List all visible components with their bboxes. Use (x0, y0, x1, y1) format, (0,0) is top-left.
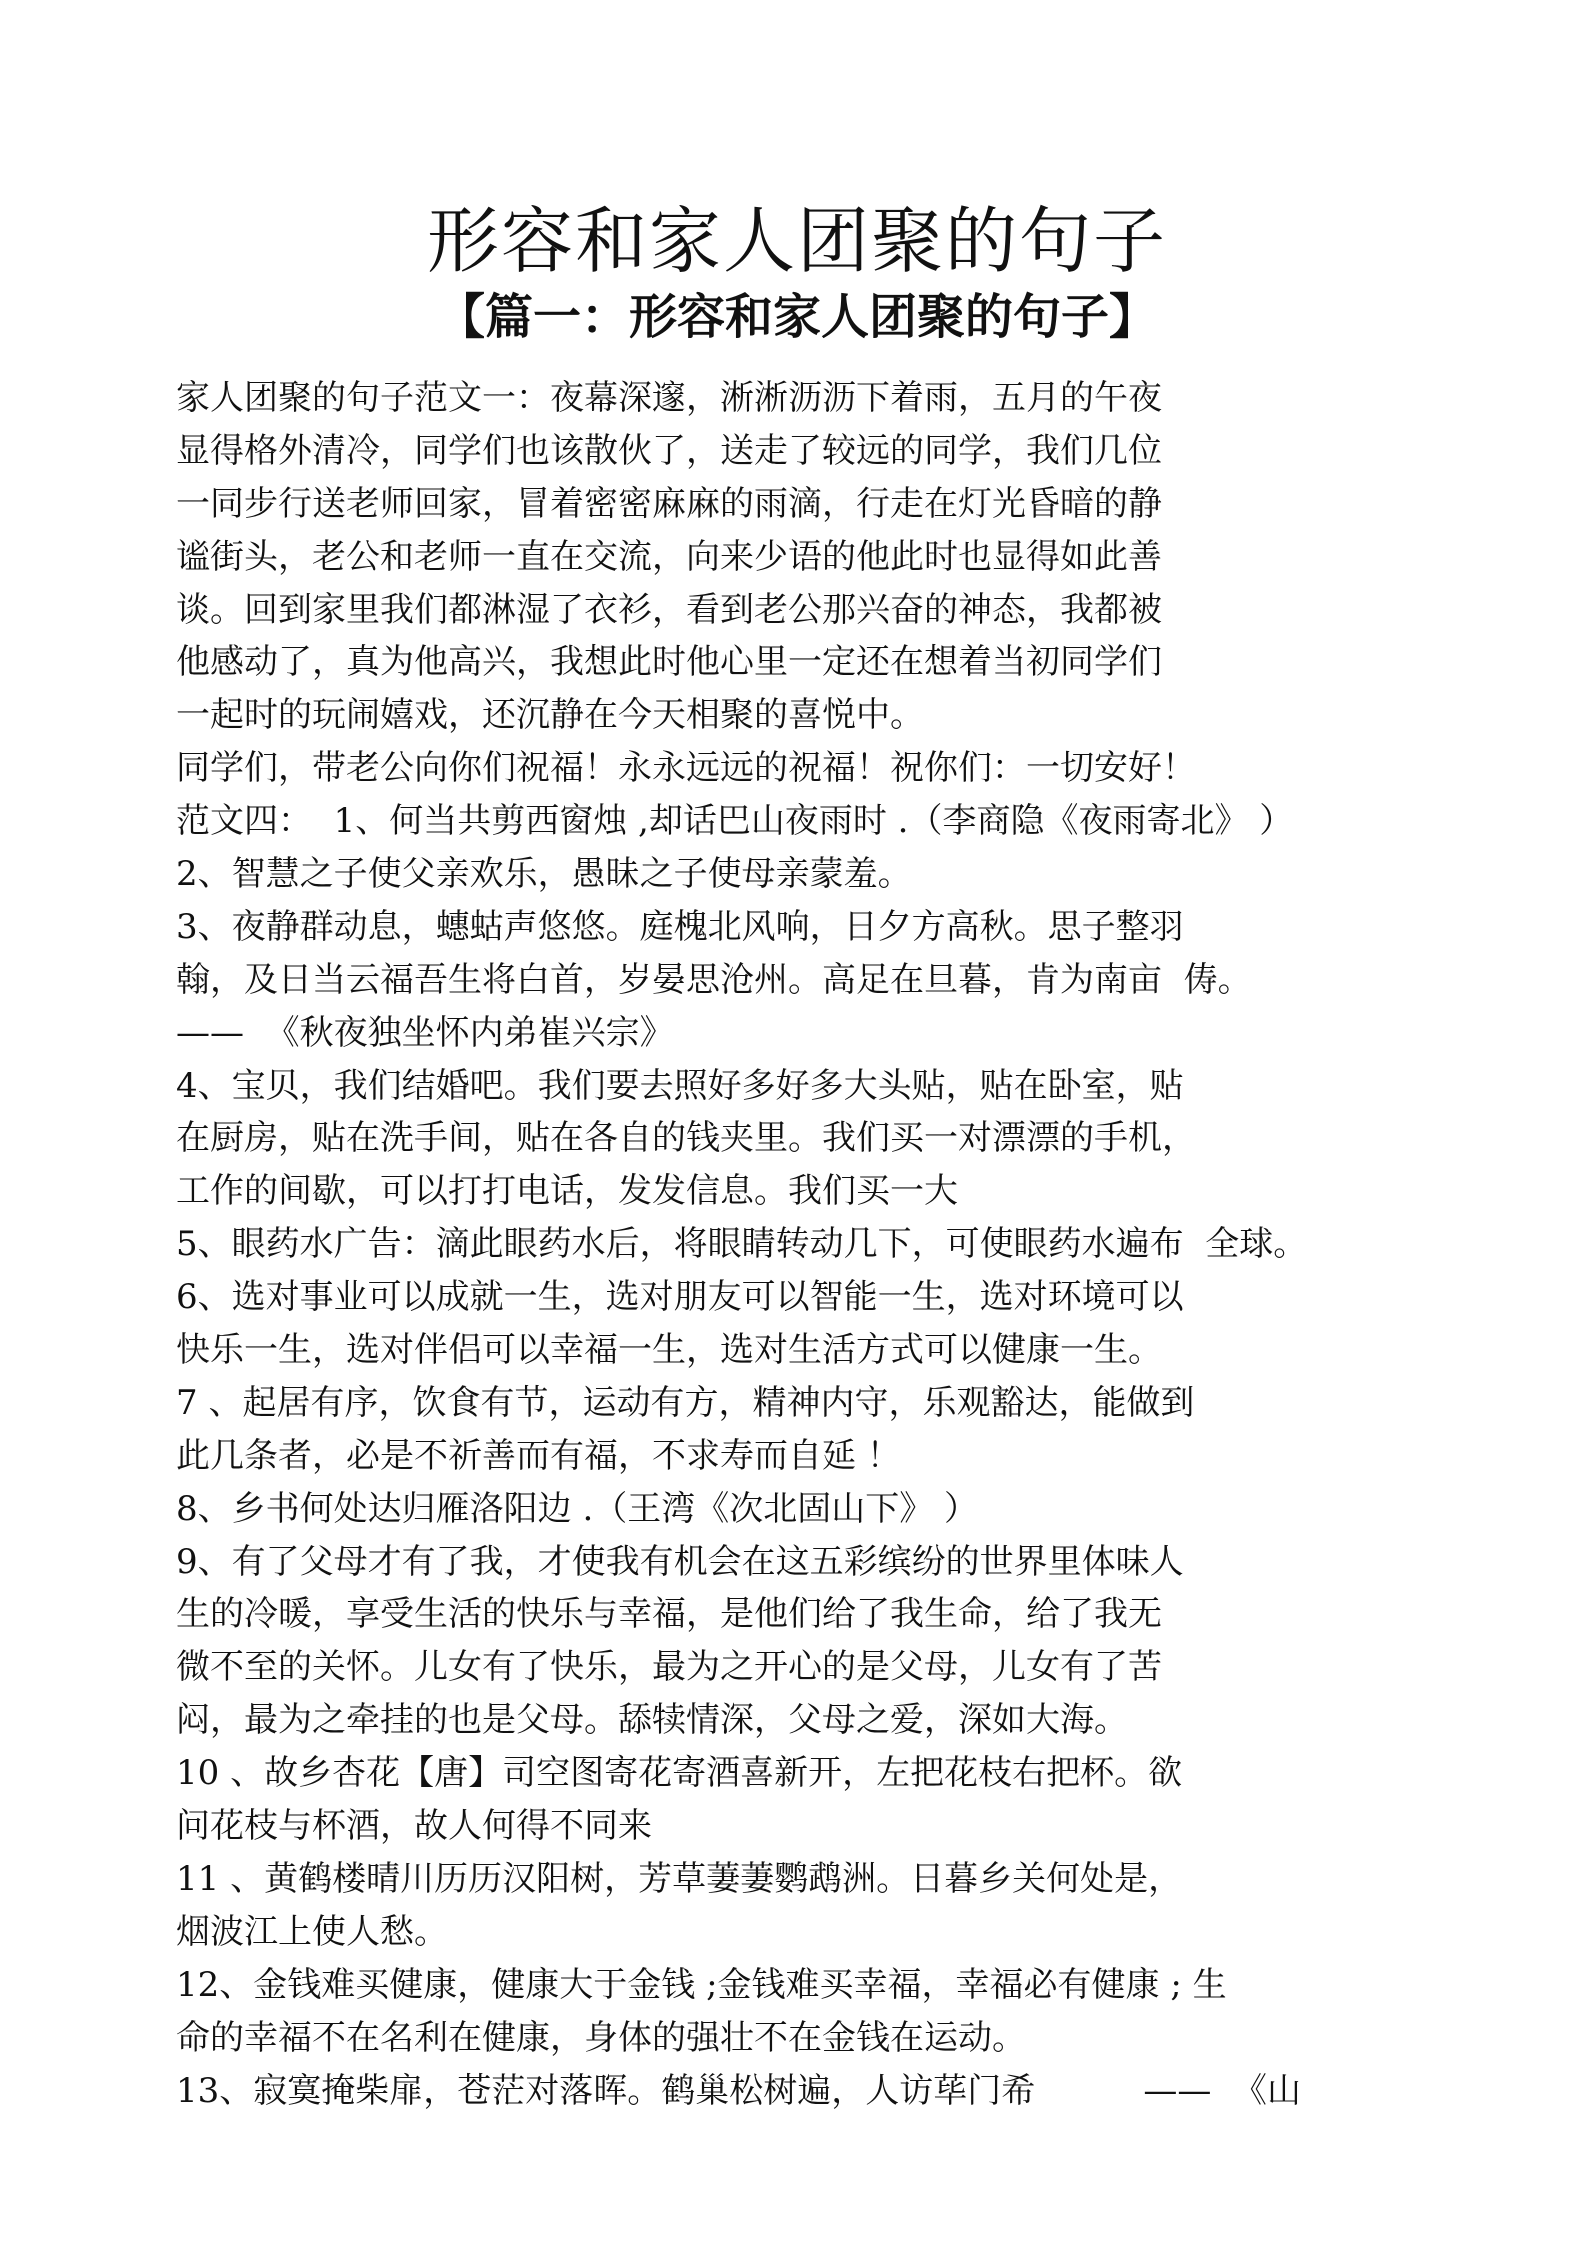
text-line: 6、选对事业可以成就一生，选对朋友可以智能一生，选对环境可以 (176, 1277, 1184, 1318)
text-line: 一同步行送老师回家，冒着密密麻麻的雨滴，行走在灯光昏暗的静 (176, 483, 1162, 524)
text-line: 微不至的关怀。儿女有了快乐，最为之开心的是父母，儿女有了苦 (176, 1647, 1162, 1688)
text-line: 显得格外清冷，同学们也该散伙了，送走了较远的同学，我们几位 (176, 430, 1162, 471)
body-text (176, 372, 1416, 2117)
text-line: 同学们，带老公向你们祝福！永永远远的祝福！祝你们：一切安好！ (176, 748, 1196, 789)
text-line: 12、金钱难买健康，健康大于金钱 ;金钱难买幸福，幸福必有健康 ; 生 (176, 1964, 1227, 2005)
text-line: 2、智慧之子使父亲欢乐，愚昧之子使母亲蒙羞。 (176, 854, 912, 895)
text-line: 11 、黄鹤楼晴川历历汉阳树，芳草萋萋鹦鹉洲。日暮乡关何处是， (176, 1858, 1183, 1899)
text-line: 13、寂寞掩柴扉，苍茫对落晖。鹤巢松树遍，人访荜门希 —— 《山 (176, 2070, 1301, 2111)
text-line: 10 、故乡杏花【唐】司空图寄花寄酒喜新开，左把花枝右把杯。欲 (176, 1753, 1183, 1794)
text-line: 家人团聚的句子范文一：夜幕深邃，淅淅沥沥下着雨，五月的午夜 (176, 378, 1162, 418)
text-line: 快乐一生，选对伴侣可以幸福一生，选对生活方式可以健康一生。 (176, 1330, 1162, 1371)
text-line: 烟波江上使人愁。 (176, 1911, 448, 1952)
text-line: 7 、起居有序，饮食有节，运动有方，精神内守，乐观豁达，能做到 (176, 1382, 1195, 1423)
text-line: 生的冷暖，享受生活的快乐与幸福，是他们给了我生命，给了我无 (176, 1594, 1162, 1635)
text-line: 命的幸福不在名利在健康，身体的强壮不在金钱在运动。 (176, 2017, 1026, 2058)
text-line: 问花枝与杯酒，故人何得不同来 (176, 1806, 652, 1847)
text-line: 他感动了，真为他高兴，我想此时他心里一定还在想着当初同学们 (176, 642, 1162, 683)
text-line: 工作的间歇，可以打打电话，发发信息。我们买一大 (176, 1171, 958, 1212)
text-line: 范文四： 1、何当共剪西窗烛 ,却话巴山夜雨时 .（李商隐《夜雨寄北》 ） (176, 801, 1294, 842)
text-line: —— 《秋夜独坐怀内弟崔兴宗》 (176, 1012, 674, 1053)
text-line: 谧街头，老公和老师一直在交流，向来少语的他此时也显得如此善 (176, 536, 1162, 577)
text-line: 8、乡书何处达归雁洛阳边 .（王湾《次北固山下》 ） (176, 1488, 979, 1529)
page-title: 形容和家人团聚的句子 (426, 199, 1167, 283)
text-line: 3、夜静群动息，蟪蛄声悠悠。庭槐北风响，日夕方高秋。思子整羽 (176, 906, 1184, 947)
text-line: 谈。回到家里我们都淋湿了衣衫，看到老公那兴奋的神态，我都被 (176, 589, 1162, 630)
text-line: 9、有了父母才有了我，才使我有机会在这五彩缤纷的世界里体味人 (176, 1541, 1184, 1582)
text-line: 翰，及日当云福吾生将白首，岁晏思沧州。高足在旦暮，肯为南亩 俦。 (176, 959, 1252, 1000)
text-line: 此几条者，必是不祈善而有福，不求寿而自延 ！ (176, 1435, 901, 1476)
text-line: 在厨房，贴在洗手间，贴在各自的钱夹里。我们买一对漂漂的手机， (176, 1118, 1196, 1159)
text-line: 一起时的玩闹嬉戏，还沉静在今天相聚的喜悦中。 (176, 695, 924, 736)
text-line: 4、宝贝，我们结婚吧。我们要去照好多好多大头贴，贴在卧室，贴 (176, 1065, 1184, 1106)
text-line: 闷，最为之牵挂的也是父母。舔犊情深，父母之爱，深如大海。 (176, 1700, 1128, 1741)
text-line: 5、眼药水广告：滴此眼药水后，将眼睛转动几下，可使眼药水遍布 全球。 (176, 1224, 1308, 1265)
section-heading: 【篇一：形容和家人团聚的句子】 (436, 289, 1157, 345)
